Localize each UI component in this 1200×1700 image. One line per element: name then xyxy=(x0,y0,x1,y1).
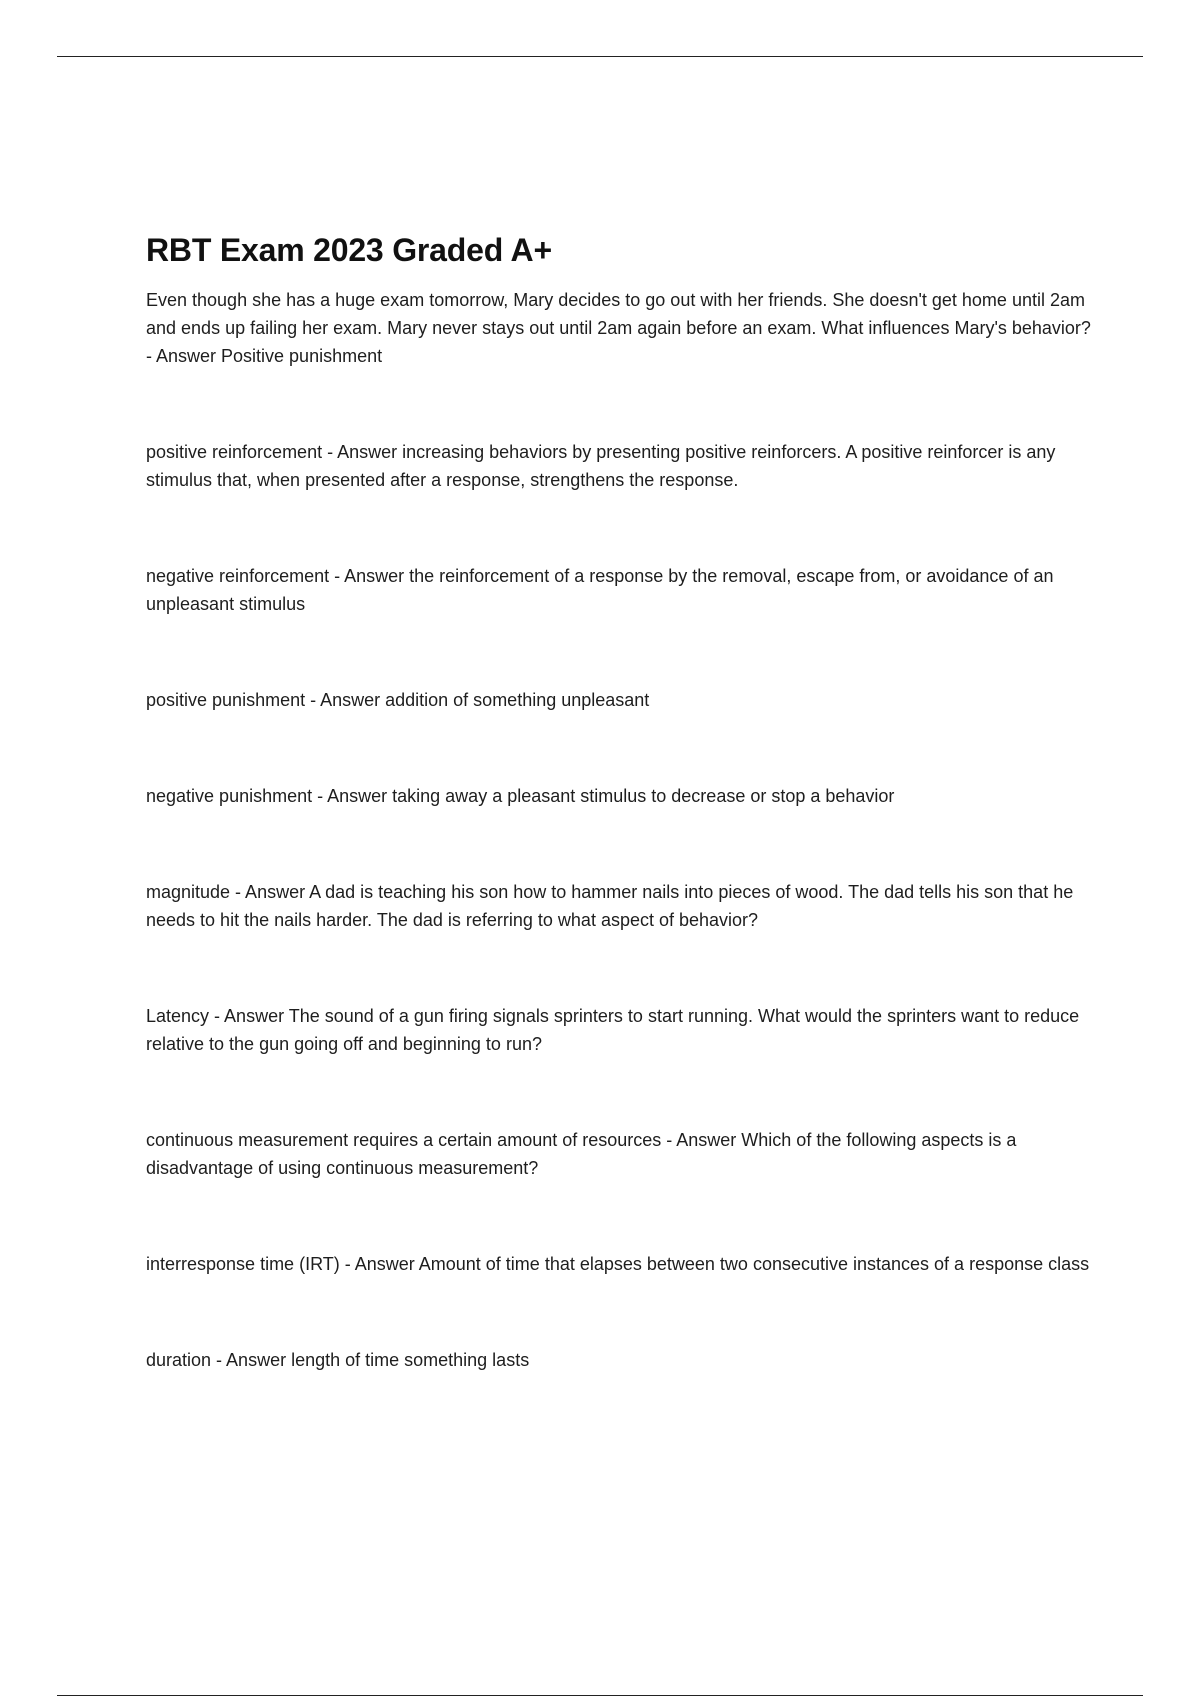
qa-entry-9: interresponse time (IRT) - Answer Amount of time that elapses between two consecutive instances of a response class xyxy=(146,1254,1090,1274)
page-title: RBT Exam 2023 Graded A+ xyxy=(146,232,552,268)
qa-entry-8: continuous measurement requires a certain amount of resources - Answer Which of the following aspects is a disadvantage of using continuous measurement? xyxy=(146,1130,1017,1178)
qa-entry-2: positive reinforcement - Answer increasing behaviors by presenting positive reinforcers. A positive reinforcer is any stimulus that, when presented after a response, strengthens the response. xyxy=(146,442,1056,490)
qa-entry-5: negative punishment - Answer taking away a pleasant stimulus to decrease or stop a behavior xyxy=(146,786,895,806)
qa-entry-1: Even though she has a huge exam tomorrow, Mary decides to go out with her friends. She doesn't get home until 2am and ends up failing her exam. Mary never stays out until 2am again before an exam. What influences Mary's behavior? - Answer Positive punishment xyxy=(146,290,1091,366)
qa-entry-10: duration - Answer length of time something lasts xyxy=(146,1350,530,1370)
header-rule xyxy=(57,56,1143,57)
footer-rule xyxy=(57,1695,1143,1696)
qa-entry-4: positive punishment - Answer addition of something unpleasant xyxy=(146,690,650,710)
qa-entry-3: negative reinforcement - Answer the reinforcement of a response by the removal, escape from, or avoidance of an unpleasant stimulus xyxy=(146,566,1054,614)
document-body xyxy=(146,228,1096,1374)
qa-entry-6: magnitude - Answer A dad is teaching his son how to hammer nails into pieces of wood. The dad tells his son that he needs to hit the nails harder. The dad is referring to what aspect of behavior? xyxy=(146,882,1074,930)
qa-entry-7: Latency - Answer The sound of a gun firing signals sprinters to start running. What would the sprinters want to reduce relative to the gun going off and beginning to run? xyxy=(146,1006,1080,1054)
